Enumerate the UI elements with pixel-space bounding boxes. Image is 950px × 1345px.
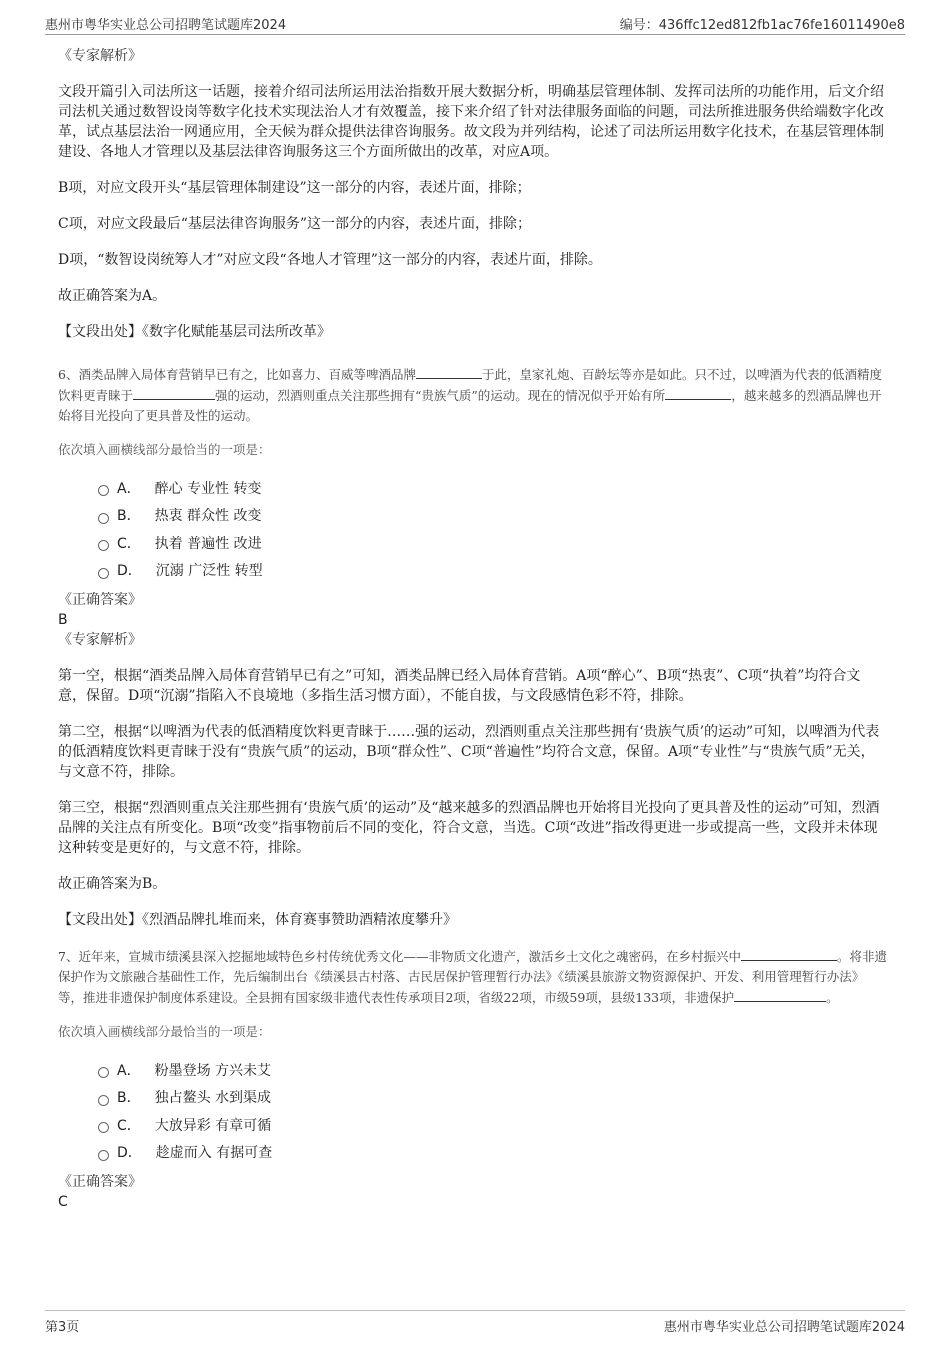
- expert-analysis-label: 《专家解析》: [58, 48, 142, 64]
- page-number: 第3页: [45, 1320, 80, 1335]
- fill-blank: [133, 385, 215, 400]
- option-letter: C．: [117, 535, 141, 552]
- question-text-segment: 6、酒类品牌入局体育营销早已有之，比如喜力、百威等啤酒品牌: [58, 367, 416, 382]
- option-text: 热衷 群众性 改变: [154, 508, 262, 525]
- analysis-paragraph: 第一空，根据“酒类品牌入局体育营销早已有之”可知，酒类品牌已经入局体育营销。A项“醉心”、B项“热衷”、C项“执着”均符合文意，保留。D项“沉溺”指陷入不良境地（多指生活习惯方面），不能自拔，与文段感情色彩不符，排除。: [58, 668, 861, 704]
- footer-title: 惠州市粤华实业总公司招聘笔试题库2024: [663, 1320, 905, 1335]
- radio-button[interactable]: [98, 1067, 109, 1078]
- correct-answer-label: 《正确答案》: [58, 592, 142, 608]
- question-text-segment: 7、近年来，宣城市绩溪县深入挖掘地域特色乡村传统优秀文化——非物质文化遗产，激活乡土文化之魂密码，在乡村振兴中: [58, 949, 741, 964]
- radio-button[interactable]: [98, 485, 109, 496]
- correct-answer-label: 《正确答案》: [58, 1174, 142, 1190]
- option-letter: D．: [117, 1145, 142, 1162]
- option-text: 执着 普遍性 改进: [154, 535, 262, 552]
- option-letter: B．: [117, 508, 141, 525]
- option-text: 沉溺 广泛性 转型: [155, 563, 263, 580]
- radio-button[interactable]: [98, 513, 109, 524]
- option-a[interactable]: [98, 474, 888, 502]
- expert-analysis-label: 《专家解析》: [58, 632, 142, 648]
- option-b[interactable]: [98, 1084, 888, 1112]
- analysis-paragraph: B项，对应文段开头“基层管理体制建设”这一部分的内容，表述片面，排除；: [58, 180, 531, 196]
- question-6-options: [98, 474, 888, 584]
- fill-blank: [734, 987, 826, 1002]
- question-text-segment: 。将非遗保护作为文旅融合基础性工作，先后编制出台《绩溪县古村落、古民居保护管理暂行办法》《绩溪县旅游文物资源保护、开发、利用管理暂行办法》等，推进非遗保护制度体系建设。全县拥有国家级非遗代表性传承项目2项，省级22项，市级59项，县级133项，非遗保护: [58, 949, 887, 1005]
- radio-button[interactable]: [98, 568, 109, 579]
- analysis-paragraph: D项，“数智设岗统筹人才”对应文段“各地人才管理”这一部分的内容，表述片面，排除。: [58, 252, 602, 268]
- radio-button[interactable]: [98, 1095, 109, 1106]
- analysis-paragraph: C项，对应文段最后“基层法律咨询服务”这一部分的内容，表述片面，排除；: [58, 216, 532, 232]
- source-citation: 【文段出处】《烈酒品牌扎堆而来，体育赛事赞助酒精浓度攀升》: [58, 912, 457, 928]
- option-letter: A．: [117, 480, 141, 497]
- question-7-text: [58, 946, 888, 1008]
- question-7-options: [98, 1056, 888, 1166]
- question-text-segment: 强的运动，烈酒则重点关注那些拥有“贵族气质”的运动。现在的情况似乎开始有所: [215, 388, 666, 403]
- question-6-prompt: 依次填入画横线部分最恰当的一项是：: [58, 442, 271, 457]
- option-d[interactable]: [98, 557, 888, 585]
- page-content: [58, 42, 888, 1210]
- question-6-text: [58, 364, 888, 426]
- answer-conclusion: 故正确答案为B。: [58, 876, 167, 892]
- analysis-paragraph: 文段开篇引入司法所这一话题，接着介绍司法所运用法治指数开展大数据分析，明确基层管理体制、发挥司法所的功能作用，后文介绍司法机关通过数智设岗等数字化技术实现法治人才有效覆盖，接下来介绍了针对法律服务面临的问题，司法所推进服务供给端数字化改革，试点基层法治一网通应用，全天候为群众提供法律咨询服务。故文段为并列结构，论述了司法所运用数字化技术，在基层管理体制建设、各地人才管理以及基层法律咨询服务这三个方面所做出的改革，对应A项。: [58, 84, 884, 160]
- fill-blank: [665, 385, 731, 400]
- option-text: 粉墨登场 方兴未艾: [154, 1062, 272, 1079]
- option-text: 醉心 专业性 转变: [154, 480, 262, 497]
- option-letter: C．: [117, 1117, 141, 1134]
- option-letter: A．: [117, 1062, 141, 1079]
- question-7-prompt: 依次填入画横线部分最恰当的一项是：: [58, 1024, 271, 1039]
- question-text-segment: 。: [826, 990, 839, 1005]
- option-letter: D．: [117, 563, 142, 580]
- option-text: 大放异彩 有章可循: [154, 1117, 272, 1134]
- fill-blank: [741, 946, 837, 961]
- option-c[interactable]: [98, 1111, 888, 1139]
- option-text: 趁虚而入 有据可查: [155, 1145, 273, 1162]
- option-a[interactable]: [98, 1056, 888, 1084]
- question-text-segment: ，越来越多的烈酒品牌也开始将目光投向了更具普及性的运动。: [58, 388, 882, 423]
- header-title: 惠州市粤华实业总公司招聘笔试题库2024: [45, 18, 287, 33]
- page-header: [45, 12, 905, 35]
- analysis-paragraph: 第三空，根据“烈酒则重点关注那些拥有‘贵族气质’的运动”及“越来越多的烈酒品牌也开始将目光投向了更具普及性的运动”可知，烈酒品牌的关注点有所变化。B项“改变”指事物前后不同的变化，符合文意，当选。C项“改进”指改得更进一步或提高一些，文段并未体现这种转变是更好的，与文意不符，排除。: [58, 800, 880, 856]
- option-text: 独占鳌头 水到渠成: [154, 1090, 272, 1107]
- option-b[interactable]: [98, 502, 888, 530]
- source-citation: 【文段出处】《数字化赋能基层司法所改革》: [58, 324, 331, 340]
- question-text-segment: 于此，皇家礼炮、百龄坛等亦是如此。只不过，以啤酒为代表的低酒精度饮料更青睐于: [58, 367, 882, 403]
- analysis-paragraph: 第二空，根据“以啤酒为代表的低酒精度饮料更青睐于……强的运动，烈酒则重点关注那些拥有‘贵族气质’的运动”可知，以啤酒为代表的低酒精度饮料更青睐于没有“贵族气质”的运动，B项“群众性”、C项“普遍性”均符合文意，保留。A项“专业性”与“贵族气质”无关，与文意不符，排除。: [58, 724, 880, 780]
- correct-answer: B: [58, 612, 68, 628]
- option-c[interactable]: [98, 529, 888, 557]
- radio-button[interactable]: [98, 1150, 109, 1161]
- option-d[interactable]: [98, 1139, 888, 1167]
- answer-conclusion: 故正确答案为A。: [58, 288, 167, 304]
- correct-answer: C: [58, 1194, 68, 1210]
- header-document-id: 编号：436ffc12ed812fb1ac76fe16011490e8: [619, 18, 905, 33]
- page-footer: [45, 1310, 905, 1335]
- option-letter: B．: [117, 1090, 141, 1107]
- fill-blank: [416, 364, 482, 379]
- radio-button[interactable]: [98, 1122, 109, 1133]
- radio-button[interactable]: [98, 540, 109, 551]
